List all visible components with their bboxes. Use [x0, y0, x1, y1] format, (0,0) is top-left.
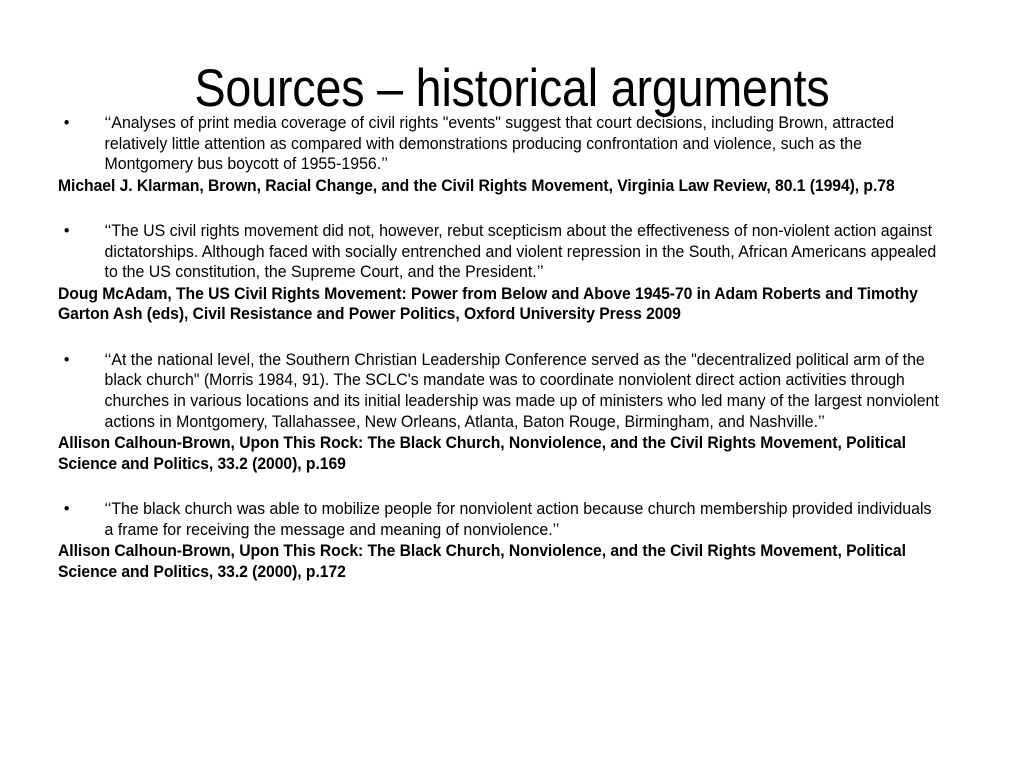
bullet-point-icon: • [63, 222, 70, 241]
quote-block [58, 113, 970, 196]
quote-block [58, 350, 970, 474]
citation-text: Michael J. Klarman, Brown, Racial Change, and the Civil Rights Movement, Virginia Law Review, 80.1 (1994), p.78 [58, 176, 895, 195]
citation-text: Allison Calhoun-Brown, Upon This Rock: The Black Church, Nonviolence, and the Civil Rights Movement, Political Science and Politics, 33.2 (2000), p.172 [58, 542, 906, 581]
bullet-list-item [58, 221, 943, 283]
quote-text: ‘‘Analyses of print media coverage of civil rights "events" suggest that court decisions, including Brown, attracted relatively little attention as compared with demonstrations producing confrontation and violence, such as the Montgomery bus boycott of 1955-1956.’’ [104, 114, 895, 174]
bullet-list-item [58, 113, 943, 175]
page-title: Sources – historical arguments [194, 58, 830, 118]
quote-block [58, 499, 970, 582]
bullet-list-item [58, 499, 943, 540]
bullet-list-item [58, 350, 943, 432]
bullet-point-icon: • [63, 350, 70, 369]
bullet-point-icon: • [63, 499, 70, 518]
bullet-point-icon: • [63, 114, 70, 132]
quote-text: ‘‘At the national level, the Southern Christian Leadership Conference served as the "decentralized political arm of the black church" (Morris 1984, 91). The SCLC's mandate was to coordinate nonviolent direct action activities through churches in various locations and its initial leadership was made up of ministers who led many of the largest nonviolent actions in Montgomery, Tallahassee, New Orleans, Atlanta, Baton Rouge, Birmingham, and Nashville.’’ [104, 350, 939, 431]
slide-body [58, 113, 970, 582]
citation-text: Allison Calhoun-Brown, Upon This Rock: The Black Church, Nonviolence, and the Civil Rights Movement, Political Science and Politics, 33.2 (2000), p.169 [58, 434, 906, 473]
citation-text: Doug McAdam, The US Civil Rights Movement: Power from Below and Above 1945-70 in Adam Roberts and Timothy Garton Ash (eds), Civil Resistance and Power Politics, Oxford University Press 2009 [58, 284, 918, 324]
quote-text: ‘‘The black church was able to mobilize people for nonviolent action because church membership provided individuals a frame for receiving the message and meaning of nonviolence.’’ [104, 499, 932, 539]
quote-text: ‘‘The US civil rights movement did not, however, rebut scepticism about the effectiveness of non-violent action against dictatorships. Although faced with socially entrenched and violent repression in the South, African Americans appealed to the US constitution, the Supreme Court, and the President.’’ [104, 222, 937, 282]
quote-block [58, 221, 970, 325]
